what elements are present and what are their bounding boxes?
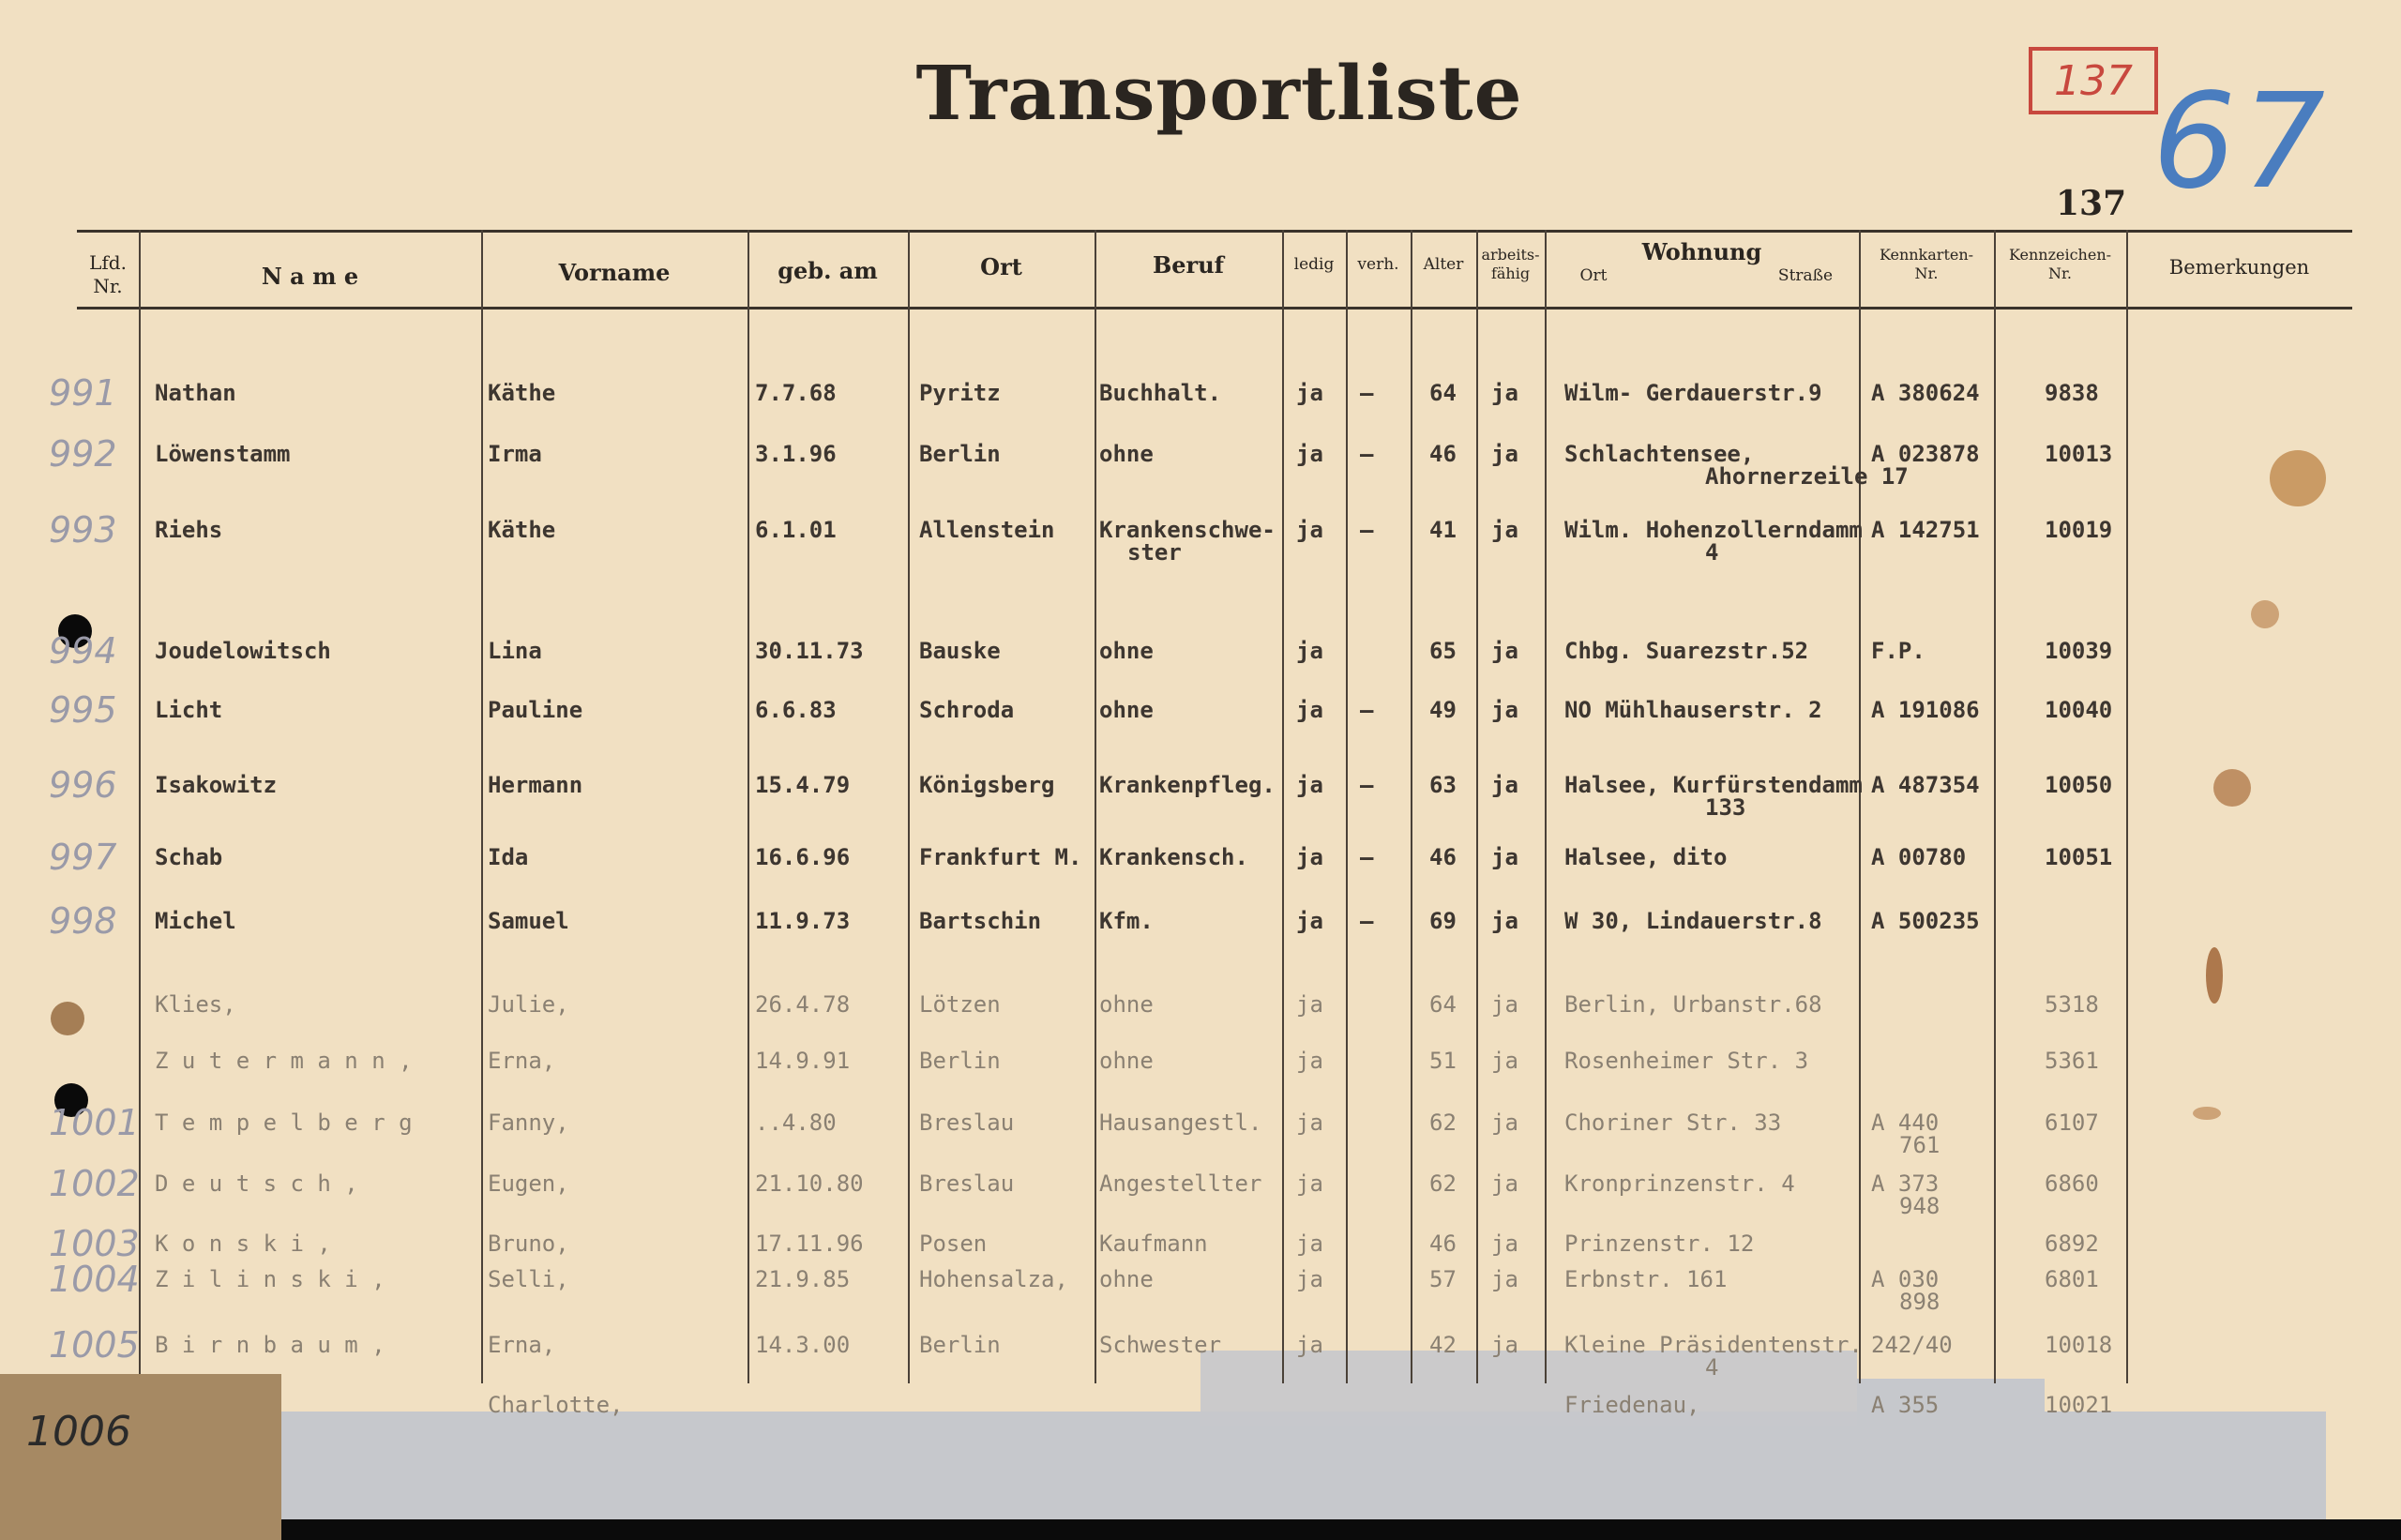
cell-beruf: ohne bbox=[1099, 638, 1154, 664]
cell-geb: 16.6.96 bbox=[755, 844, 851, 870]
column-divider bbox=[908, 230, 910, 1383]
cell-ledig: ja bbox=[1296, 638, 1323, 664]
header-wohnung: Wohnung bbox=[1641, 238, 1762, 265]
cell-beruf: ohne bbox=[1099, 1048, 1154, 1074]
cell-kennzeichen: 5361 bbox=[2045, 1048, 2099, 1074]
cell-kennzeichen: 10050 bbox=[2045, 772, 2113, 798]
cell-ort: Pyritz bbox=[919, 380, 1001, 406]
cell-kennzeichen: 6892 bbox=[2045, 1230, 2099, 1257]
cell-arbeit: ja bbox=[1491, 380, 1518, 406]
cell-ledig: ja bbox=[1296, 1230, 1323, 1257]
stain bbox=[2251, 600, 2279, 628]
cell-wohnung: Friedenau, bbox=[1564, 1392, 1700, 1418]
handwritten-row-number: 1004 bbox=[49, 1259, 140, 1300]
cell-wohnung-continued: 4 bbox=[1705, 539, 1719, 566]
cell-vorname: Irma bbox=[488, 441, 542, 467]
table-header-rule bbox=[77, 307, 2352, 310]
cell-kennkarte: A 440 bbox=[1871, 1110, 1940, 1136]
cell-beruf: Buchhalt. bbox=[1099, 380, 1222, 406]
cell-kennkarte: A 023878 bbox=[1871, 441, 1980, 467]
cell-vorname: Pauline bbox=[488, 697, 583, 723]
cell-geb: 7.7.68 bbox=[755, 380, 837, 406]
cell-ort: Berlin bbox=[919, 1048, 1001, 1074]
cell-wohnung: W 30, Lindauerstr.8 bbox=[1564, 908, 1822, 934]
cell-geb: 15.4.79 bbox=[755, 772, 851, 798]
cell-geb: 30.11.73 bbox=[755, 638, 864, 664]
cell-kennkarte: A 142751 bbox=[1871, 517, 1980, 543]
cell-geb: 26.4.78 bbox=[755, 991, 851, 1018]
cell-geb: 14.9.91 bbox=[755, 1048, 851, 1074]
cell-verh: – bbox=[1360, 772, 1374, 798]
tissue-repair bbox=[1200, 1351, 1857, 1426]
cell-ledig: ja bbox=[1296, 441, 1323, 467]
archive-stamp: 137 bbox=[2029, 47, 2158, 114]
cell-vorname: Eugen, bbox=[488, 1170, 569, 1197]
cell-beruf: Schwester bbox=[1099, 1332, 1222, 1358]
cell-ort: Breslau bbox=[919, 1170, 1015, 1197]
cell-name: D e u t s c h , bbox=[155, 1170, 358, 1197]
cell-geb: 21.9.85 bbox=[755, 1266, 851, 1292]
cell-arbeit: ja bbox=[1491, 991, 1518, 1018]
header-alter: Alter bbox=[1423, 255, 1464, 274]
handwritten-row-number: 997 bbox=[49, 837, 117, 878]
cell-kennzeichen: 10039 bbox=[2045, 638, 2113, 664]
column-divider bbox=[1346, 230, 1348, 1383]
cell-ort: Berlin bbox=[919, 441, 1001, 467]
cell-vorname: Lina bbox=[488, 638, 542, 664]
cell-wohnung: Berlin, Urbanstr.68 bbox=[1564, 991, 1822, 1018]
cell-kennkarte: A 355 bbox=[1871, 1392, 1940, 1418]
cell-ledig: ja bbox=[1296, 697, 1323, 723]
handwritten-row-number: 993 bbox=[49, 509, 117, 551]
column-divider bbox=[139, 230, 141, 1383]
cell-name: B i r n b a u m , bbox=[155, 1332, 385, 1358]
cell-ort: Bartschin bbox=[919, 908, 1042, 934]
cell-kennkarte: 242/40 bbox=[1871, 1332, 1953, 1358]
header-bemerkungen: Bemerkungen bbox=[2168, 256, 2310, 279]
cell-ort: Bauske bbox=[919, 638, 1001, 664]
cell-kennkarte: A 487354 bbox=[1871, 772, 1980, 798]
cell-vorname: Erna, bbox=[488, 1332, 556, 1358]
cell-arbeit: ja bbox=[1491, 1266, 1518, 1292]
cell-vorname: Käthe bbox=[488, 380, 556, 406]
cell-beruf: Krankenschwe- bbox=[1099, 517, 1276, 543]
header-name: N a m e bbox=[261, 263, 359, 290]
cell-alter: 65 bbox=[1429, 638, 1457, 664]
cell-arbeit: ja bbox=[1491, 1110, 1518, 1136]
cell-ledig: ja bbox=[1296, 991, 1323, 1018]
header-ledig: ledig bbox=[1293, 255, 1335, 274]
cell-verh: – bbox=[1360, 441, 1374, 467]
cell-arbeit: ja bbox=[1491, 844, 1518, 870]
cell-ort: Breslau bbox=[919, 1110, 1015, 1136]
cell-geb: 14.3.00 bbox=[755, 1332, 851, 1358]
header-wohnung-strasse: Straße bbox=[1777, 266, 1834, 285]
cell-ledig: ja bbox=[1296, 380, 1323, 406]
cell-arbeit: ja bbox=[1491, 1048, 1518, 1074]
cell-kennkarte-continued: 761 bbox=[1899, 1132, 1940, 1158]
cell-arbeit: ja bbox=[1491, 1170, 1518, 1197]
cell-ledig: ja bbox=[1296, 908, 1323, 934]
cell-beruf: Kaufmann bbox=[1099, 1230, 1208, 1257]
header-ort: Ort bbox=[980, 253, 1022, 280]
cell-vorname: Erna, bbox=[488, 1048, 556, 1074]
cell-ledig: ja bbox=[1296, 1110, 1323, 1136]
cell-wohnung: Kronprinzenstr. 4 bbox=[1564, 1170, 1795, 1197]
cell-kennkarte: A 373 bbox=[1871, 1170, 1940, 1197]
stain bbox=[2213, 769, 2251, 807]
cell-wohnung: Prinzenstr. 12 bbox=[1564, 1230, 1755, 1257]
cell-geb: 11.9.73 bbox=[755, 908, 851, 934]
cell-ledig: ja bbox=[1296, 1048, 1323, 1074]
column-divider bbox=[1095, 230, 1096, 1383]
header-kennkarten-nr: Kennkarten- Nr. bbox=[1879, 246, 1974, 282]
cell-kennzeichen: 6801 bbox=[2045, 1266, 2099, 1292]
cell-name: Nathan bbox=[155, 380, 236, 406]
stain bbox=[2270, 450, 2326, 506]
cell-name: Löwenstamm bbox=[155, 441, 291, 467]
cell-alter: 69 bbox=[1429, 908, 1457, 934]
column-divider bbox=[1476, 230, 1478, 1383]
cell-verh: – bbox=[1360, 380, 1374, 406]
cell-name: Isakowitz bbox=[155, 772, 278, 798]
cell-vorname: Käthe bbox=[488, 517, 556, 543]
cell-geb: 21.10.80 bbox=[755, 1170, 864, 1197]
archive-label bbox=[0, 1374, 281, 1540]
handwritten-row-number: 1001 bbox=[49, 1102, 140, 1143]
cell-alter: 41 bbox=[1429, 517, 1457, 543]
punch-hole bbox=[51, 1002, 84, 1035]
handwritten-row-number: 995 bbox=[49, 689, 117, 731]
cell-ort: Allenstein bbox=[919, 517, 1055, 543]
cell-kennzeichen: 6107 bbox=[2045, 1110, 2099, 1136]
cell-name: T e m p e l b e r g bbox=[155, 1110, 413, 1136]
cell-ledig: ja bbox=[1296, 844, 1323, 870]
cell-kennzeichen: 10013 bbox=[2045, 441, 2113, 467]
cell-vorname: Selli, bbox=[488, 1266, 569, 1292]
cell-ort: Frankfurt M. bbox=[919, 844, 1082, 870]
cell-kennzeichen: 10040 bbox=[2045, 697, 2113, 723]
cell-alter: 63 bbox=[1429, 772, 1457, 798]
cell-wohnung: Wilm. Hohenzollerndamm bbox=[1564, 517, 1863, 543]
cell-beruf: Hausangestl. bbox=[1099, 1110, 1262, 1136]
cell-beruf: ohne bbox=[1099, 991, 1154, 1018]
cell-vorname: Samuel bbox=[488, 908, 569, 934]
cell-alter: 64 bbox=[1429, 380, 1457, 406]
cell-name: Licht bbox=[155, 697, 223, 723]
cell-alter: 62 bbox=[1429, 1170, 1457, 1197]
cell-kennzeichen: 5318 bbox=[2045, 991, 2099, 1018]
column-divider bbox=[1994, 230, 1996, 1383]
cell-beruf-continued: ster bbox=[1127, 539, 1182, 566]
cell-kennzeichen: 9838 bbox=[2045, 380, 2099, 406]
cell-ort: Königsberg bbox=[919, 772, 1055, 798]
cell-geb: 3.1.96 bbox=[755, 441, 837, 467]
cell-kennzeichen: 10018 bbox=[2045, 1332, 2113, 1358]
cell-name: Joudelowitsch bbox=[155, 638, 331, 664]
header-kennzeichen-nr: Kennzeichen- Nr. bbox=[2008, 246, 2112, 282]
table-top-rule bbox=[77, 230, 2352, 233]
cell-verh: – bbox=[1360, 697, 1374, 723]
cell-alter: 46 bbox=[1429, 441, 1457, 467]
cell-geb: 17.11.96 bbox=[755, 1230, 864, 1257]
cell-alter: 46 bbox=[1429, 1230, 1457, 1257]
cell-vorname: Charlotte, bbox=[488, 1392, 624, 1418]
cell-name: K o n s k i , bbox=[155, 1230, 331, 1257]
handwritten-row-number: 1005 bbox=[49, 1324, 140, 1366]
cell-ort: Posen bbox=[919, 1230, 988, 1257]
header-beruf: Beruf bbox=[1153, 251, 1224, 279]
cell-kennkarte: A 500235 bbox=[1871, 908, 1980, 934]
cell-kennkarte-continued: 898 bbox=[1899, 1289, 1940, 1315]
cell-beruf: ohne bbox=[1099, 697, 1154, 723]
torn-edge bbox=[0, 1519, 2401, 1540]
cell-beruf: Kfm. bbox=[1099, 908, 1154, 934]
cell-name: Z u t e r m a n n , bbox=[155, 1048, 413, 1074]
cell-beruf: Angestellter bbox=[1099, 1170, 1262, 1197]
cell-vorname: Julie, bbox=[488, 991, 569, 1018]
cell-geb: 6.1.01 bbox=[755, 517, 837, 543]
cell-wohnung: Schlachtensee, bbox=[1564, 441, 1755, 467]
cell-alter: 57 bbox=[1429, 1266, 1457, 1292]
cell-name: Riehs bbox=[155, 517, 223, 543]
cell-beruf: Krankenpfleg. bbox=[1099, 772, 1276, 798]
cell-wohnung: NO Mühlhauserstr. 2 bbox=[1564, 697, 1822, 723]
handwritten-row-number: 1002 bbox=[49, 1163, 140, 1204]
cell-arbeit: ja bbox=[1491, 517, 1518, 543]
column-divider bbox=[1545, 230, 1547, 1383]
cell-ledig: ja bbox=[1296, 1266, 1323, 1292]
cell-wohnung: Wilm- Gerdauerstr.9 bbox=[1564, 380, 1822, 406]
cell-kennzeichen: 10051 bbox=[2045, 844, 2113, 870]
header-vorname: Vorname bbox=[558, 259, 671, 286]
cell-ledig: ja bbox=[1296, 517, 1323, 543]
column-divider bbox=[1282, 230, 1284, 1383]
cell-ledig: ja bbox=[1296, 1170, 1323, 1197]
header-verh: verh. bbox=[1357, 255, 1399, 274]
handwritten-row-number: 991 bbox=[49, 372, 117, 414]
archive-label-text: 1006 bbox=[26, 1408, 131, 1456]
header-lfd-nr: Lfd. Nr. bbox=[89, 251, 127, 297]
cell-arbeit: ja bbox=[1491, 772, 1518, 798]
cell-arbeit: ja bbox=[1491, 1230, 1518, 1257]
column-divider bbox=[1411, 230, 1412, 1383]
cell-alter: 62 bbox=[1429, 1110, 1457, 1136]
cell-wohnung: Erbnstr. 161 bbox=[1564, 1266, 1728, 1292]
column-divider bbox=[747, 230, 749, 1383]
cell-alter: 42 bbox=[1429, 1332, 1457, 1358]
header-arbeitsfaehig: arbeits- fähig bbox=[1481, 246, 1540, 282]
cell-geb: 6.6.83 bbox=[755, 697, 837, 723]
cell-alter: 64 bbox=[1429, 991, 1457, 1018]
cell-wohnung: Choriner Str. 33 bbox=[1564, 1110, 1782, 1136]
cell-ort: Lötzen bbox=[919, 991, 1001, 1018]
cell-vorname: Bruno, bbox=[488, 1230, 569, 1257]
cell-ledig: ja bbox=[1296, 1332, 1323, 1358]
cell-arbeit: ja bbox=[1491, 441, 1518, 467]
cell-ort: Berlin bbox=[919, 1332, 1001, 1358]
cell-beruf: Krankensch. bbox=[1099, 844, 1248, 870]
cell-kennkarte: A 380624 bbox=[1871, 380, 1980, 406]
cell-ledig: ja bbox=[1296, 772, 1323, 798]
cell-kennkarte: A 00780 bbox=[1871, 844, 1967, 870]
handwritten-row-number: 998 bbox=[49, 900, 117, 942]
cell-ort: Schroda bbox=[919, 697, 1015, 723]
page-title: Transportliste bbox=[915, 49, 1523, 137]
handwritten-row-number: 994 bbox=[49, 630, 117, 672]
cell-arbeit: ja bbox=[1491, 1332, 1518, 1358]
cell-wohnung: Halsee, dito bbox=[1564, 844, 1728, 870]
cell-verh: – bbox=[1360, 844, 1374, 870]
cell-kennkarte: F.P. bbox=[1871, 638, 1925, 664]
cell-arbeit: ja bbox=[1491, 697, 1518, 723]
cell-vorname: Fanny, bbox=[488, 1110, 569, 1136]
cell-geb: ..4.80 bbox=[755, 1110, 837, 1136]
handwritten-number: 67 bbox=[2152, 66, 2332, 219]
cell-wohnung: Halsee, Kurfürstendamm bbox=[1564, 772, 1863, 798]
cell-wohnung: Chbg. Suarezstr.52 bbox=[1564, 638, 1809, 664]
cell-verh: – bbox=[1360, 517, 1374, 543]
cell-kennkarte: A 030 bbox=[1871, 1266, 1940, 1292]
column-divider bbox=[1859, 230, 1861, 1383]
stain bbox=[2206, 947, 2223, 1004]
cell-kennzeichen: 10019 bbox=[2045, 517, 2113, 543]
cell-wohnung-continued: Ahornerzeile 17 bbox=[1705, 463, 1909, 490]
cell-wohnung: Rosenheimer Str. 3 bbox=[1564, 1048, 1809, 1074]
page-number: 137 bbox=[2056, 184, 2127, 223]
cell-alter: 51 bbox=[1429, 1048, 1457, 1074]
cell-beruf: ohne bbox=[1099, 441, 1154, 467]
cell-arbeit: ja bbox=[1491, 638, 1518, 664]
cell-kennkarte: A 191086 bbox=[1871, 697, 1980, 723]
cell-wohnung: Kleine Präsidentenstr. bbox=[1564, 1332, 1863, 1358]
cell-name: Michel bbox=[155, 908, 236, 934]
cell-vorname: Hermann bbox=[488, 772, 583, 798]
cell-ort: Hohensalza, bbox=[919, 1266, 1068, 1292]
cell-arbeit: ja bbox=[1491, 908, 1518, 934]
cell-wohnung-continued: 4 bbox=[1705, 1354, 1719, 1381]
handwritten-row-number: 996 bbox=[49, 764, 117, 806]
cell-kennzeichen: 6860 bbox=[2045, 1170, 2099, 1197]
cell-vorname: Ida bbox=[488, 844, 529, 870]
cell-name: Klies, bbox=[155, 991, 236, 1018]
stain bbox=[2193, 1107, 2221, 1120]
handwritten-row-number: 1003 bbox=[49, 1223, 140, 1264]
handwritten-row-number: 992 bbox=[49, 433, 117, 475]
column-divider bbox=[2126, 230, 2128, 1383]
cell-verh: – bbox=[1360, 908, 1374, 934]
cell-beruf: ohne bbox=[1099, 1266, 1154, 1292]
cell-kennzeichen: 10021 bbox=[2045, 1392, 2113, 1418]
cell-wohnung-continued: 133 bbox=[1705, 794, 1746, 821]
column-divider bbox=[481, 230, 483, 1383]
header-wohnung-ort: Ort bbox=[1579, 266, 1608, 285]
cell-alter: 46 bbox=[1429, 844, 1457, 870]
cell-name: Z i l i n s k i , bbox=[155, 1266, 385, 1292]
cell-kennkarte-continued: 948 bbox=[1899, 1193, 1940, 1219]
header-geb-am: geb. am bbox=[778, 257, 878, 284]
cell-alter: 49 bbox=[1429, 697, 1457, 723]
cell-name: Schab bbox=[155, 844, 223, 870]
